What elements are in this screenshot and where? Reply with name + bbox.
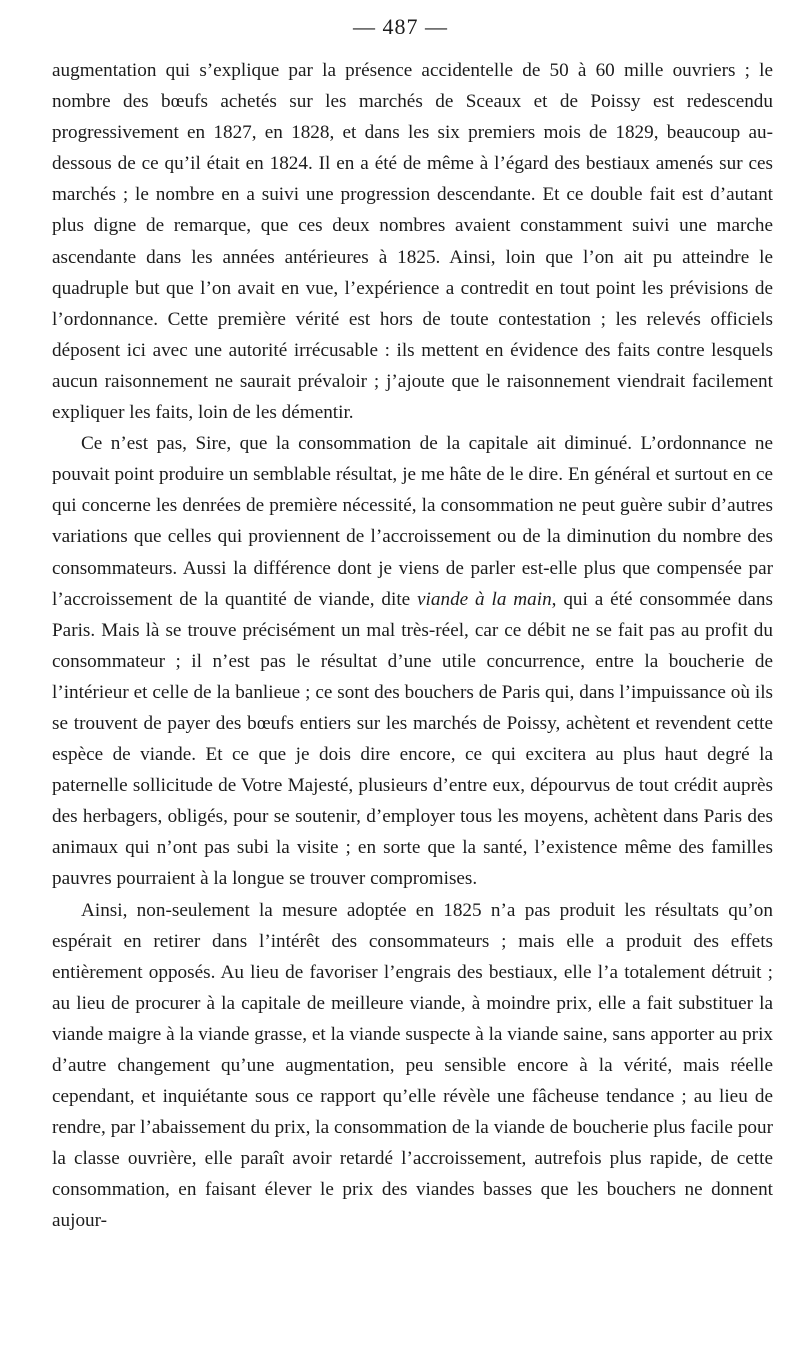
body-text (52, 55, 773, 1237)
paragraph-3: Ainsi, non-seulement la mesure adoptée en 1825 n’a pas produit les résultats qu’on espérait en retirer dans l’intérêt des consommateurs ; mais elle a produit des effets entièrement opposés. Au lieu de favoriser l’engrais des bestiaux, elle l’a totalement détruit ; au lieu de procurer à la capitale de meilleure viande, à moindre prix, elle a fait substituer la viande maigre à la viande grasse, et la viande suspecte à la viande saine, sans apporter au prix d’autre changement qu’une augmentation, peu sensible encore à la vérité, mais réelle cependant, et inquiétante sous ce rapport qu’elle révèle une fâcheuse tendance ; au lieu de rendre, par l’abaissement du prix, la consommation de la viande de boucherie plus facile pour la classe ouvrière, elle paraît avoir retardé l’accroissement, autrefois plus rapide, de cette consommation, en faisant élever le prix des viandes basses que les bouchers ne donnent aujour- (52, 899, 773, 1232)
page-number: — 487 — (353, 14, 448, 39)
paragraph-2-italic-term: viande à la main (417, 588, 552, 610)
paragraph-1: augmentation qui s’explique par la présence accidentelle de 50 à 60 mille ouvriers ; le nombre des bœufs achetés sur les marchés de Sceaux et de Poissy est redescendu progressivement en 1827, en 1828, et dans les six premiers mois de 1829, beaucoup au-dessous de ce qu’il était en 1824. Il en a été de même à l’égard des bestiaux amenés sur ces marchés ; le nombre en a suivi une progression descendante. Et ce double fait est d’autant plus digne de remarque, que ces deux nombres avaient constamment suivi une marche ascendante dans les années antérieures à 1825. Ainsi, loin que l’on ait pu atteindre le quadruple but que l’on avait en vue, l’expérience a contredit en tout point les prévisions de l’ordonnance. Cette première vérité est hors de toute contestation ; les relevés officiels déposent ici avec une autorité irrécusable : ils mettent en évidence des faits contre lesquels aucun raisonnement ne saurait prévaloir ; j’ajoute que le raisonnement viendrait facilement expliquer les faits, loin de les démentir. (52, 60, 773, 424)
paragraph-2-text-after: , qui a été consommée dans Paris. Mais là se trouve précisément un mal très-réel, car ce débit ne se fait pas au profit du consommateur ; il n’est pas le résultat d’une utile concurrence, entre la boucherie de l’intérieur et celle de la banlieue ; ce sont des bouchers de Paris qui, dans l’impuissance où ils se trouvent de payer des bœufs entiers sur les marchés de Poissy, achètent et revendent cette espèce de viande. Et ce que je dois dire encore, ce qui excitera au plus haut degré la paternelle sollicitude de Votre Majesté, plusieurs d’entre eux, dépourvus de tout crédit auprès des herbagers, obligés, pour se soutenir, d’employer tous les moyens, achètent dans Paris des animaux qui n’ont pas subi la visite ; en sorte que la santé, l’existence même des familles pauvres pourraient à la longue se trouver compromises. (52, 588, 773, 890)
paragraph-2 (52, 428, 773, 894)
paragraph-2-text-before: Ce n’est pas, Sire, que la consommation de la capitale ait diminué. L’ordonnance ne pouvait point produire un semblable résultat, je me hâte de le dire. En général et surtout en ce qui concerne les denrées de première nécessité, la consommation ne peut guère subir d’autres variations que celles qui proviennent de l’accroissement ou de la diminution du nombre des consommateurs. Aussi la différence dont je viens de parler est-elle plus que compensée par l’accroissement de la quantité de viande, dite (52, 433, 773, 610)
